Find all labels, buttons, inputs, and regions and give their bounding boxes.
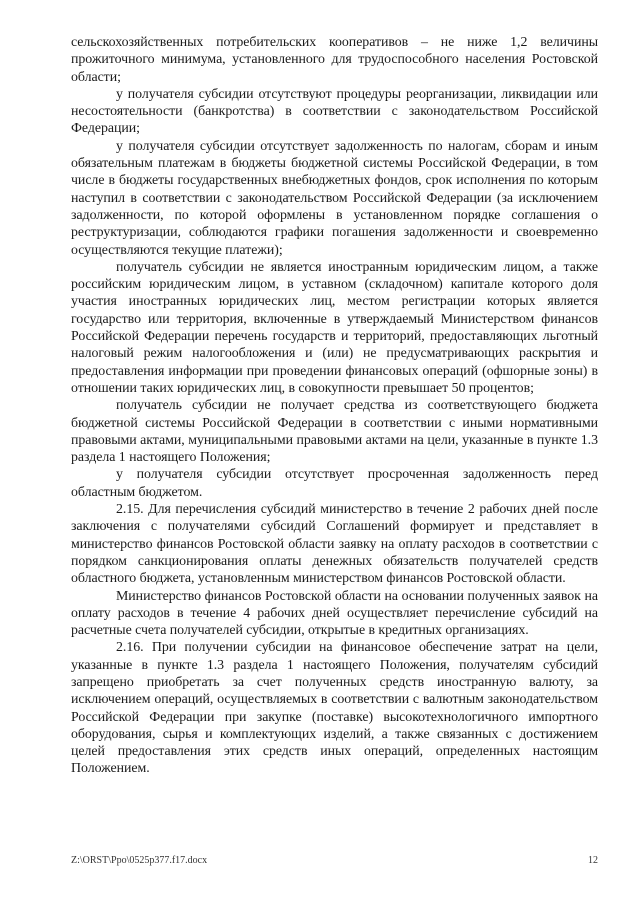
footer-file-path: Z:\ORST\Ppo\0525p377.f17.docx (71, 855, 208, 866)
document-body (71, 34, 598, 778)
paragraph-ministry-transfer: Министерство финансов Ростовской области на основании полученных заявок на оплату расходов в течение 4 рабочих дней осуществляет перечисление субсидий на расчетные счета получателей субсидии, открытые в кредитных организациях. (71, 588, 598, 639)
paragraph-other-funds: получатель субсидии не получает средства из соответствующего бюджета бюджетной системы Российской Федерации в соответствии с иными нормативными правовыми актами, муниципальными правовыми актами на цели, указанные в пункте 1.3 раздела 1 настоящего Положения; (71, 398, 598, 466)
paragraph-reorganization: у получателя субсидии отсутствуют процедуры реорганизации, ликвидации или несостоятельности (банкротства) в соответствии с законодательством Российской Федерации; (71, 86, 598, 137)
paragraph-2-16: 2.16. При получении субсидии на финансовое обеспечение затрат на цели, указанные в пункте 1.3 раздела 1 настоящего Положения, получателям субсидий запрещено приобретать за счет полученных средств иностранную валюту, за исключением операций, осуществляемых в соответствии с валютным законодательством Российской Федерации при закупке (поставке) высокотехнологичного импортного оборудования, сырья и комплектующих изделий, а также связанных с достижением целей предоставления этих средств иных операций, определенных настоящим Положением. (71, 640, 598, 777)
paragraph-2-15: 2.15. Для перечисления субсидий министерство в течение 2 рабочих дней после заключения с получателями субсидий Соглашений формирует и представляет в министерство финансов Ростовской области заявку на оплату расходов в соответствии с порядком санкционирования оплаты денежных обязательств получателей средств областного бюджета, установленным министерством финансов Ростовской области. (71, 502, 598, 587)
paragraph-tax-debt: у получателя субсидии отсутствует задолженность по налогам, сборам и иным обязательным платежам в бюджеты бюджетной системы Российской Федерации, в том числе в бюджеты государственных внебюджетных фондов, срок исполнения по которым наступил в соответствии с законодательством Российской Федерации (за исключением задолженности, по которой оформлены в установленном порядке соглашения о реструктуризации, соблюдаются графики погашения задолженности и своевременно осуществляются текущие платежи); (71, 138, 598, 258)
paragraph-continuation: сельскохозяйственных потребительских кооперативов – не ниже 1,2 величины прожиточного минимума, установленного для трудоспособного населения Ростовской области; (71, 35, 598, 85)
page-number: 12 (588, 855, 598, 866)
paragraph-overdue-debt: у получателя субсидии отсутствует просроченная задолженность перед областным бюджетом. (71, 467, 598, 500)
paragraph-foreign-entity: получатель субсидии не является иностранным юридическим лицом, а также российским юридическим лицом, в уставном (складочном) капитале которого доля участия иностранных юридических лиц, местом регистрации которых является государство или территория, включенные в утверждаемый Министерством финансов Российской Федерации перечень государств и территорий, предоставляющих льготный налоговый режим налогообложения и (или) не предусматривающих раскрытия и предоставления информации при проведении финансовых операций (офшорные зоны) в отношении таких юридических лиц, в совокупности превышает 50 процентов; (71, 259, 598, 396)
